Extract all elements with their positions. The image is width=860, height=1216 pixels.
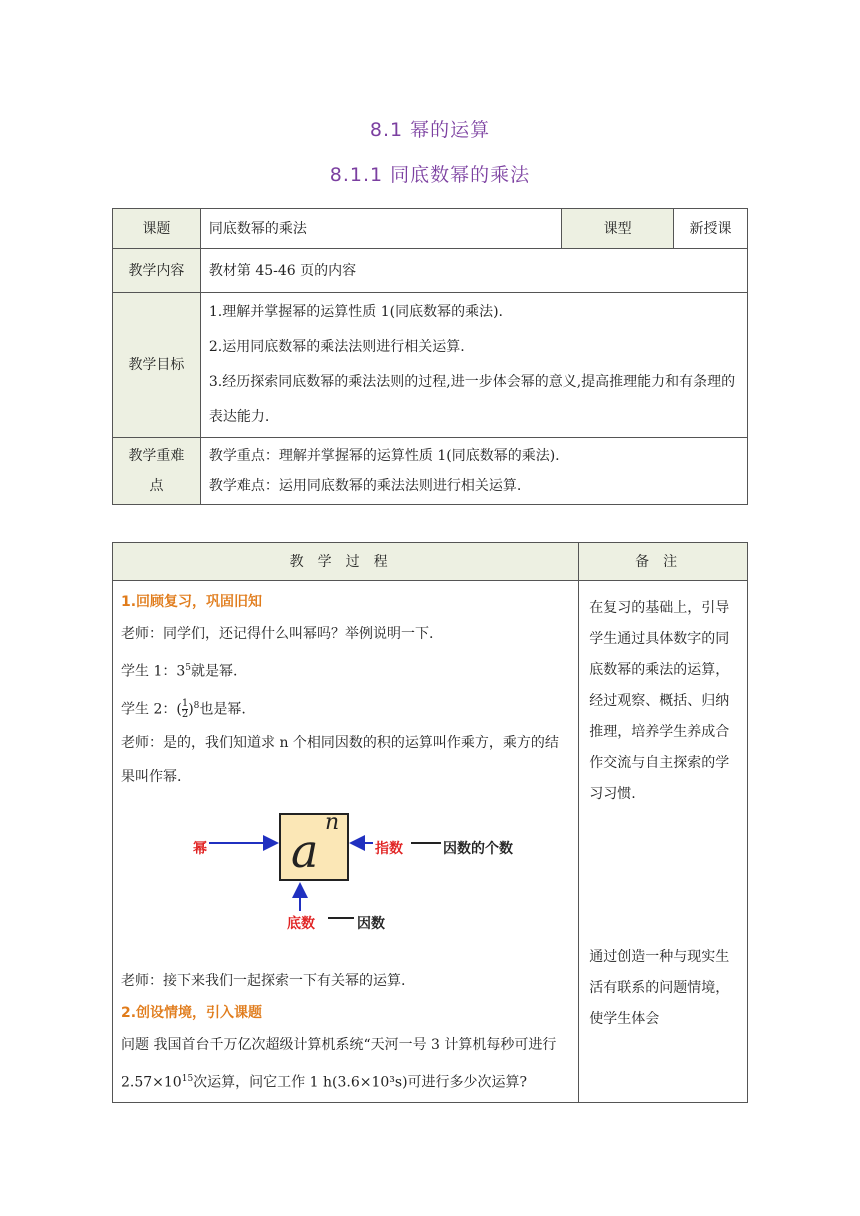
- exponent-meaning: 因数的个数: [443, 841, 513, 858]
- teacher-line: 老师：同学们，还记得什么叫幂吗？举例说明一下.: [121, 626, 434, 642]
- key-points-label: 教学重难点: [113, 438, 201, 505]
- power-diagram-svg: [121, 794, 571, 964]
- problem-text: 问题 我国首台千万亿次超级计算机系统“天河一号 3 计算机每秒可进行 $2.57\times 10^{15}$次运算，问它工作 1 h(3.6×10³s)可进行多少次运算?: [121, 1037, 557, 1091]
- process-content: [113, 581, 579, 1103]
- type-value: 新授课: [674, 209, 748, 249]
- topic-label: 课题: [113, 209, 201, 249]
- key-points-cell: [200, 438, 747, 505]
- section-2-title: 2.创设情境，引入课题: [121, 1005, 263, 1022]
- section-1-title: 1.回顾复习，巩固旧知: [121, 594, 263, 610]
- teaching-process-table: [112, 542, 748, 1103]
- content-label: 教学内容: [113, 249, 201, 293]
- notes-cell: [579, 581, 748, 1103]
- base-symbol: a: [291, 824, 319, 879]
- base-meaning: 因数: [357, 916, 385, 933]
- process-header: 教学过程: [113, 543, 579, 581]
- goals-cell: [200, 293, 747, 438]
- type-label: 课型: [562, 209, 674, 249]
- section-title: 8.1 幂的运算: [369, 119, 491, 141]
- teacher-line: 老师：是的，我们知道求 n 个相同因数的积的运算叫作乘方，乘方的结果叫作幂.: [121, 735, 559, 786]
- lesson-info-table: [112, 208, 748, 505]
- exponent-symbol: n: [325, 810, 340, 836]
- fraction: $\frac{1}{2}$: [181, 697, 189, 720]
- power-diagram: [121, 794, 570, 964]
- note-1: 在复习的基础上，引导学生通过具体数字的同底数幂的乘法的运算，经过观察、概括、归纳推理，培养学生养成合作交流与自主探索的学习习惯.: [589, 600, 730, 802]
- key-point-item: 教学重点：理解并掌握幂的运算性质 1(同底数幂的乘法).: [208, 448, 560, 464]
- subsection-title: 8.1.1 同底数幂的乘法: [329, 164, 531, 186]
- topic-value: 同底数幂的乘法: [200, 209, 561, 249]
- base-label: 底数: [287, 916, 315, 933]
- note-2: 通过创造一种与现实生活有联系的问题情境，使学生体会: [589, 949, 730, 1027]
- content-value: 教材第 45-46 页的内容: [200, 249, 747, 293]
- goal-item: 3.经历探索同底数幂的乘法法则的过程,进一步体会幂的意义,提高推理能力和有条理的表达能力.: [208, 374, 736, 425]
- goal-item: 1.理解并掌握幂的运算性质 1(同底数幂的乘法).: [208, 304, 503, 320]
- goals-label: 教学目标: [113, 293, 201, 438]
- student-2-line: 学生 2：( $\frac{1}{2}$ )$^8$也是幂.: [121, 697, 246, 720]
- teacher-line: 老师：接下来我们一起探索一下有关幂的运算.: [121, 973, 406, 990]
- key-point-item: 教学难点：运用同底数幂的乘法法则进行相关运算.: [208, 478, 522, 494]
- goal-item: 2.运用同底数幂的乘法法则进行相关运算.: [208, 339, 465, 355]
- notes-header: 备注: [579, 543, 748, 581]
- exponent-label: 指数: [375, 841, 403, 858]
- student-1-line: 学生 1：$3^5$就是幂.: [121, 663, 238, 680]
- power-label: 幂: [193, 841, 207, 858]
